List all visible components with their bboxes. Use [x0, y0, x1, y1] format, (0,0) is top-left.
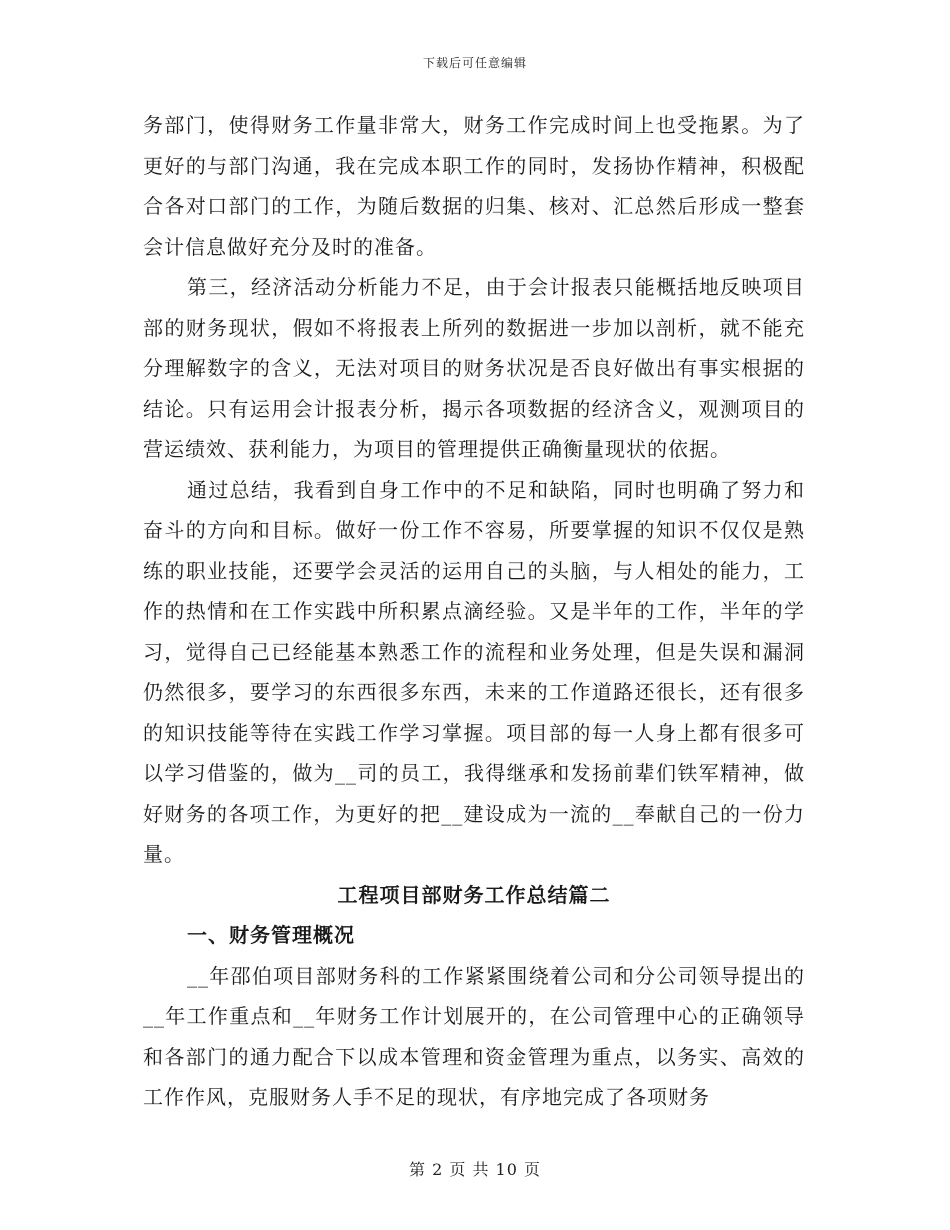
- subsection-title: 一、财务管理概况: [187, 923, 355, 947]
- paragraph-1: 务部门，使得财务工作量非常大，财务工作完成时间上也受拖累。为了更好的与部门沟通，我在完成本职工作的同时，发扬协作精神，积极配合各对口部门的工作，为随后数据的归集、核对、汇总然后形成一整套会计信息做好充分及时的准备。: [143, 113, 805, 259]
- page-footer-number: 第 2 页 共 10 页: [409, 1160, 541, 1179]
- paragraph-4: __年邵伯项目部财务科的工作紧紧围绕着公司和分公司领导提出的__年工作重点和__年财务工作计划展开的，在公司管理中心的正确领导和各部门的通力配合下以成本管理和资金管理为重点，以务实、高效的工作作风，克服财务人手不足的现状，有序地完成了各项财务: [143, 963, 805, 1109]
- paragraph-3: 通过总结，我看到自身工作中的不足和缺陷，同时也明确了努力和奋斗的方向和目标。做好一份工作不容易，所要掌握的知识不仅仅是熟练的职业技能，还要学会灵活的运用自己的头脑，与人相处的能力，工作的热情和在工作实践中所积累点滴经验。又是半年的工作，半年的学习，觉得自己已经能基本熟悉工作的流程和业务处理，但是失误和漏洞仍然很多，要学习的东西很多东西，未来的工作道路还很长，还有很多的知识技能等待在实践工作学习掌握。项目部的每一人身上都有很多可以学习借鉴的，做为__司的员工，我得继承和发扬前辈们铁军精神，做好财务的各项工作，为更好的把__建设成为一流的__奉献自己的一份力量。: [143, 477, 805, 866]
- paragraph-2: 第三，经济活动分析能力不足，由于会计报表只能概括地反映项目部的财务现状，假如不将报表上所列的数据进一步加以剖析，就不能充分理解数字的含义，无法对项目的财务状况是否良好做出有事实根据的结论。只有运用会计报表分析，揭示各项数据的经济含义，观测项目的营运绩效、获利能力，为项目的管理提供正确衡量现状的依据。: [143, 275, 805, 461]
- section-title: 工程项目部财务工作总结篇二: [337, 882, 611, 907]
- page-header-note: 下载后可任意编辑: [422, 56, 527, 70]
- document-body: [143, 105, 805, 1118]
